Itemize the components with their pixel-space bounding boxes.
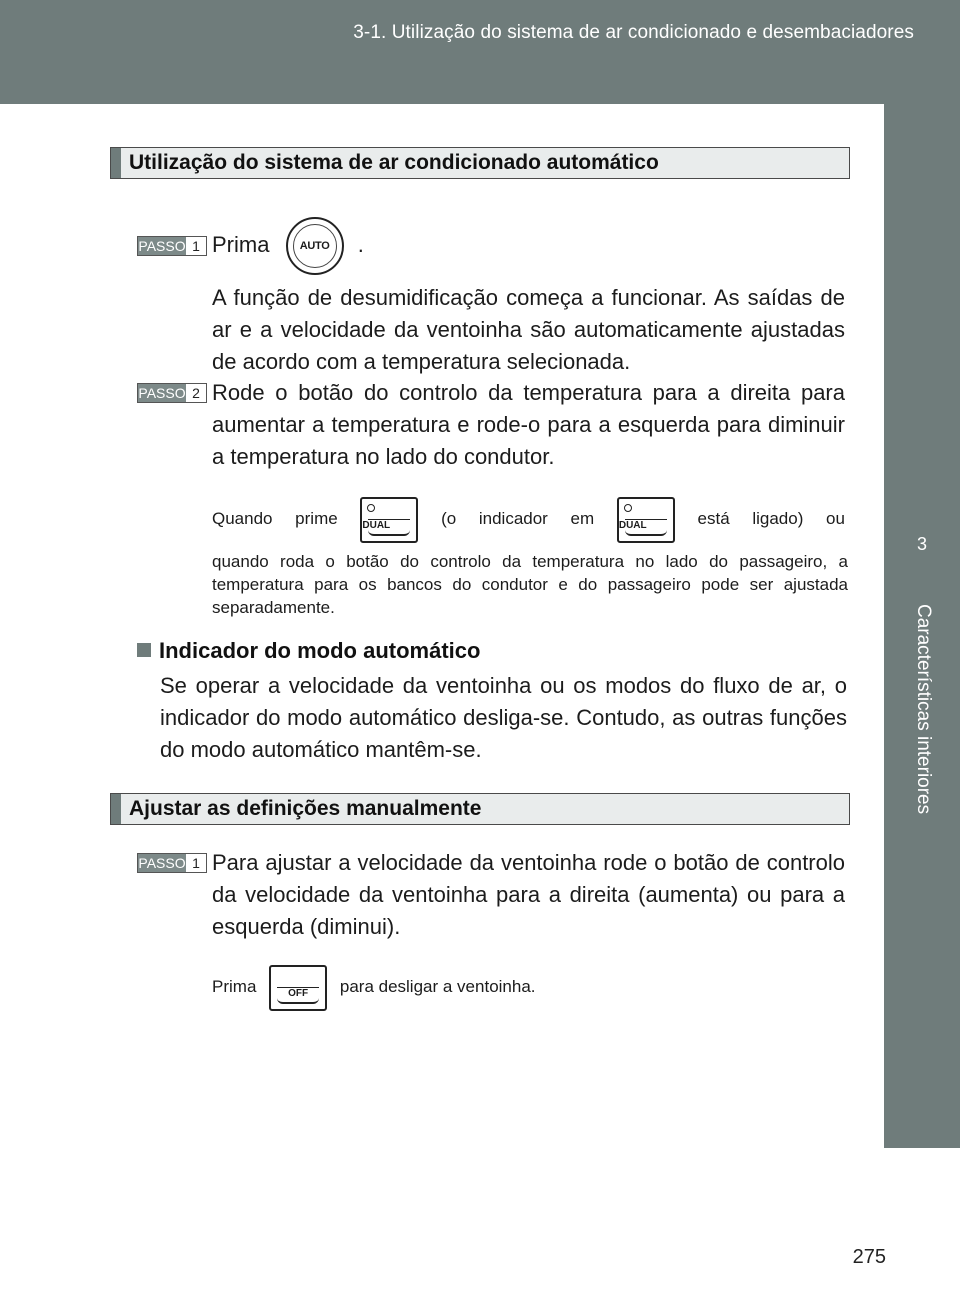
square-bullet-icon xyxy=(137,643,151,657)
step-badge-label: PASSO xyxy=(138,855,186,871)
dual-button-icon xyxy=(617,497,675,543)
off-note-part2: para desligar a ventoinha. xyxy=(339,977,536,996)
step1-suffix: . xyxy=(357,232,364,257)
section-title: Utilização do sistema de ar condicionado automático xyxy=(129,151,659,174)
step-badge-number: 1 xyxy=(192,855,200,871)
section-header-bar xyxy=(111,794,121,824)
step-badge-manual-1 xyxy=(137,853,207,873)
auto-mode-heading-text: Indicador do modo automático xyxy=(159,638,481,663)
step-badge-label: PASSO xyxy=(138,385,186,401)
manual-step1-description: Para ajustar a velocidade da ventoinha rode o botão de controlo da velocidade da ventoinha para a direita (aumenta) ou para a esquerda (diminui). xyxy=(212,850,845,939)
side-tab xyxy=(884,104,960,1148)
dual-note-line1 xyxy=(212,496,845,543)
section-header-auto xyxy=(110,147,850,179)
step-badge-label: PASSO xyxy=(138,238,186,254)
dual-note-rest: quando roda o botão do controlo da temperatura no lado do passageiro, a temperatura para os bancos do condutor e do passageiro pode ser ajustada separadamente. xyxy=(212,552,848,617)
step-badge-2 xyxy=(137,383,207,403)
dual-note-part3: está ligado) ou xyxy=(697,509,845,528)
chapter-title: 3-1. Utilização do sistema de ar condicionado e desembaciadores xyxy=(353,22,914,43)
side-tab-number: 3 xyxy=(916,534,927,554)
auto-mode-heading xyxy=(137,638,480,664)
dual-note-part2: (o indicador em xyxy=(441,509,595,528)
step2-description: Rode o botão do controlo da temperatura para a direita para aumentar a temperatura e rode-o para a esquerda para diminuir a temperatura no lado do condutor. xyxy=(212,380,845,469)
step-badge-number: 2 xyxy=(192,385,200,401)
section-header-manual xyxy=(110,793,850,825)
section-header-bar xyxy=(111,148,121,178)
off-note-part1: Prima xyxy=(212,977,257,996)
dual-note-part1: Quando prime xyxy=(212,509,338,528)
step1-prefix: Prima xyxy=(212,232,270,257)
step1-instruction xyxy=(212,216,852,275)
section-title: Ajustar as definições manualmente xyxy=(129,797,482,820)
header-band xyxy=(0,0,960,104)
side-tab-label: Características interiores xyxy=(913,604,934,815)
off-button-icon xyxy=(269,965,327,1011)
dual-button-label: DUAL xyxy=(618,519,647,531)
button-grip-icon xyxy=(625,519,667,536)
page-number: 275 xyxy=(852,1246,886,1268)
step-badge-1 xyxy=(137,236,207,256)
step1-description: A função de desumidificação começa a funcionar. As saídas de ar e a velocidade da ventoinha são automaticamente ajustadas de acordo com a temperatura selecionada. xyxy=(212,285,845,374)
dual-button-label: DUAL xyxy=(362,519,391,531)
auto-button-label: AUTO xyxy=(293,224,337,268)
dual-button-icon xyxy=(360,497,418,543)
button-grip-icon xyxy=(368,519,410,536)
button-grip-icon xyxy=(277,987,319,1004)
step-badge-number: 1 xyxy=(192,238,200,254)
off-button-label: OFF xyxy=(288,987,309,999)
auto-button-icon xyxy=(286,217,344,275)
off-note xyxy=(212,964,852,1011)
auto-mode-text: Se operar a velocidade da ventoinha ou os modos do fluxo de ar, o indicador do modo automático desliga-se. Contudo, as outras funções do modo automático mantêm-se. xyxy=(160,673,847,762)
